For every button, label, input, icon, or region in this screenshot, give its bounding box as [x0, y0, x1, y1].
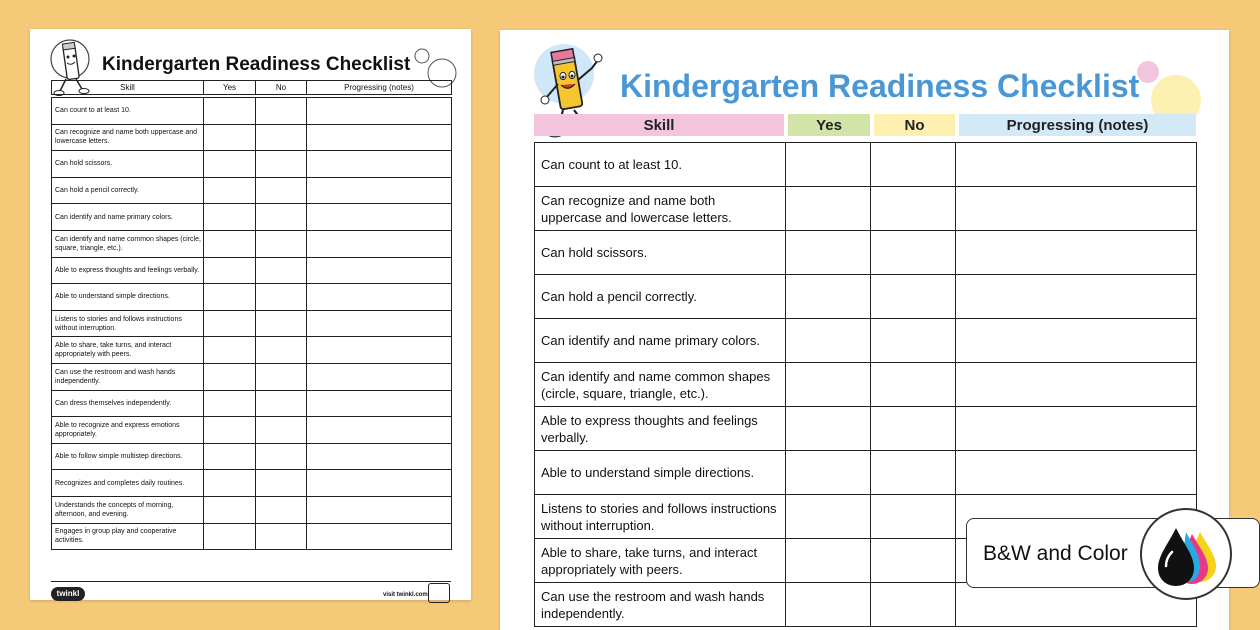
- bw-yes-cell: [204, 443, 256, 470]
- bw-skill-cell: Listens to stories and follows instructions without interruption.: [52, 310, 204, 337]
- yes-cell: [786, 495, 871, 539]
- bw-skill-cell: Can identify and name primary colors.: [52, 204, 204, 231]
- bw-footer-divider: [51, 581, 451, 582]
- skill-cell: Able to share, take turns, and interact appropriately with peers.: [535, 539, 786, 583]
- no-cell: [871, 583, 956, 627]
- bw-yes-cell: [204, 496, 256, 523]
- bw-col-progressing: Progressing (notes): [307, 81, 452, 95]
- bw-no-cell: [256, 470, 307, 497]
- progressing-cell: [956, 275, 1197, 319]
- bw-skill-cell: Engages in group play and cooperative activities.: [52, 523, 204, 550]
- bw-skill-cell: Can recognize and name both uppercase and lowercase letters.: [52, 124, 204, 151]
- bw-progressing-cell: [307, 417, 452, 444]
- bw-no-cell: [256, 98, 307, 125]
- bw-skill-cell: Can count to at least 10.: [52, 98, 204, 125]
- yes-cell: [786, 275, 871, 319]
- bw-progressing-cell: [307, 124, 452, 151]
- bw-no-cell: [256, 177, 307, 204]
- bw-skill-cell: Recognizes and completes daily routines.: [52, 470, 204, 497]
- bw-yes-cell: [204, 230, 256, 257]
- bw-no-cell: [256, 337, 307, 364]
- bw-no-cell: [256, 363, 307, 390]
- progressing-cell: [956, 187, 1197, 231]
- no-cell: [871, 143, 956, 187]
- bw-col-no: No: [256, 81, 307, 95]
- bw-progressing-cell: [307, 151, 452, 178]
- bw-yes-cell: [204, 284, 256, 311]
- bw-yes-cell: [204, 470, 256, 497]
- bw-table-row: [52, 124, 452, 151]
- bw-no-cell: [256, 204, 307, 231]
- bw-skill-cell: Can use the restroom and wash hands independently.: [52, 363, 204, 390]
- skill-cell: Can hold a pencil correctly.: [535, 275, 786, 319]
- bw-no-cell: [256, 417, 307, 444]
- bw-progressing-cell: [307, 284, 452, 311]
- ink-drops-icon: [1142, 510, 1230, 598]
- col-header-no: No: [874, 114, 955, 136]
- bw-skill-cell: Able to understand simple directions.: [52, 284, 204, 311]
- progressing-cell: [956, 231, 1197, 275]
- bw-no-cell: [256, 443, 307, 470]
- progressing-cell: [956, 363, 1197, 407]
- no-cell: [871, 495, 956, 539]
- bw-yes-cell: [204, 151, 256, 178]
- skill-cell: Can identify and name primary colors.: [535, 319, 786, 363]
- bw-table-row: [52, 230, 452, 257]
- bw-no-cell: [256, 257, 307, 284]
- bw-progressing-cell: [307, 390, 452, 417]
- skill-cell: Able to understand simple directions.: [535, 451, 786, 495]
- bw-worksheet-preview: [30, 29, 471, 600]
- table-row: [535, 275, 1197, 319]
- bw-progressing-cell: [307, 98, 452, 125]
- bw-col-skill: Skill: [52, 81, 204, 95]
- bw-table-row: [52, 204, 452, 231]
- bw-table-row: [52, 337, 452, 364]
- bw-progressing-cell: [307, 310, 452, 337]
- yes-cell: [786, 451, 871, 495]
- bw-no-cell: [256, 390, 307, 417]
- bw-yes-cell: [204, 177, 256, 204]
- bw-table-row: [52, 390, 452, 417]
- table-row: [535, 451, 1197, 495]
- table-row: [535, 583, 1197, 627]
- table-row: [535, 231, 1197, 275]
- skill-cell: Can hold scissors.: [535, 231, 786, 275]
- bw-table-row: [52, 151, 452, 178]
- visit-website-text: visit twinkl.com: [383, 592, 428, 598]
- bw-progressing-cell: [307, 443, 452, 470]
- table-row: [535, 319, 1197, 363]
- table-row: [535, 363, 1197, 407]
- bw-yes-cell: [204, 337, 256, 364]
- bw-skill-cell: Can identify and name common shapes (circle, square, triangle, etc.).: [52, 230, 204, 257]
- yes-cell: [786, 143, 871, 187]
- bw-table-row: [52, 496, 452, 523]
- bw-table-row: [52, 310, 452, 337]
- progressing-cell: [956, 407, 1197, 451]
- bw-progressing-cell: [307, 363, 452, 390]
- yes-cell: [786, 187, 871, 231]
- bw-no-cell: [256, 284, 307, 311]
- no-cell: [871, 187, 956, 231]
- bw-skill-cell: Able to follow simple multistep directions.: [52, 443, 204, 470]
- skill-cell: Can identify and name common shapes (circle, square, triangle, etc.).: [535, 363, 786, 407]
- bw-no-cell: [256, 151, 307, 178]
- col-header-yes: Yes: [788, 114, 870, 136]
- bw-yes-cell: [204, 417, 256, 444]
- progressing-cell: [956, 143, 1197, 187]
- bw-no-cell: [256, 124, 307, 151]
- bw-progressing-cell: [307, 257, 452, 284]
- bw-yes-cell: [204, 124, 256, 151]
- bw-progressing-cell: [307, 177, 452, 204]
- bw-skill-cell: Able to recognize and express emotions appropriately.: [52, 417, 204, 444]
- bw-progressing-cell: [307, 523, 452, 550]
- yes-cell: [786, 231, 871, 275]
- bw-col-yes: Yes: [204, 81, 256, 95]
- col-header-skill: Skill: [534, 114, 784, 136]
- bw-progressing-cell: [307, 470, 452, 497]
- bw-skill-cell: Able to express thoughts and feelings verbally.: [52, 257, 204, 284]
- yes-cell: [786, 407, 871, 451]
- bw-skill-cell: Can hold scissors.: [52, 151, 204, 178]
- bw-table-row: [52, 363, 452, 390]
- table-row: [535, 407, 1197, 451]
- bw-progressing-cell: [307, 337, 452, 364]
- col-header-progressing: Progressing (notes): [959, 114, 1196, 136]
- bw-yes-cell: [204, 523, 256, 550]
- bw-progressing-cell: [307, 496, 452, 523]
- bw-skill-cell: Can hold a pencil correctly.: [52, 177, 204, 204]
- yes-cell: [786, 363, 871, 407]
- bw-progressing-cell: [307, 230, 452, 257]
- bw-progressing-cell: [307, 204, 452, 231]
- variant-label: B&W and Color: [983, 542, 1128, 565]
- bw-no-cell: [256, 523, 307, 550]
- page-title: Kindergarten Readiness Checklist: [620, 68, 1140, 104]
- skill-cell: Can count to at least 10.: [535, 143, 786, 187]
- bw-yes-cell: [204, 390, 256, 417]
- skill-cell: Able to express thoughts and feelings verbally.: [535, 407, 786, 451]
- bw-skill-cell: Understands the concepts of morning, afternoon, and evening.: [52, 496, 204, 523]
- no-cell: [871, 231, 956, 275]
- progressing-cell: [956, 319, 1197, 363]
- no-cell: [871, 451, 956, 495]
- bw-no-cell: [256, 230, 307, 257]
- bw-page-title: Kindergarten Readiness Checklist: [102, 54, 411, 75]
- bw-skill-cell: Can dress themselves independently.: [52, 390, 204, 417]
- bw-yes-cell: [204, 363, 256, 390]
- table-row: [535, 187, 1197, 231]
- no-cell: [871, 319, 956, 363]
- yes-cell: [786, 539, 871, 583]
- no-cell: [871, 363, 956, 407]
- bw-table-row: [52, 443, 452, 470]
- yes-cell: [786, 319, 871, 363]
- no-cell: [871, 275, 956, 319]
- bw-table-row: [52, 257, 452, 284]
- bw-no-cell: [256, 310, 307, 337]
- no-cell: [871, 539, 956, 583]
- no-cell: [871, 407, 956, 451]
- bw-checklist-table: [51, 80, 452, 550]
- bw-table-row: [52, 284, 452, 311]
- bw-skill-cell: Able to share, take turns, and interact appropriately with peers.: [52, 337, 204, 364]
- bw-yes-cell: [204, 310, 256, 337]
- ink-drops-circle: [1140, 508, 1232, 600]
- skill-cell: Can recognize and name both uppercase and lowercase letters.: [535, 187, 786, 231]
- progressing-cell: [956, 451, 1197, 495]
- quality-badge-icon: [428, 583, 450, 603]
- skill-cell: Listens to stories and follows instructions without interruption.: [535, 495, 786, 539]
- bw-table-row: [52, 523, 452, 550]
- bw-table-row: [52, 417, 452, 444]
- bw-table-row: [52, 98, 452, 125]
- bw-yes-cell: [204, 98, 256, 125]
- yes-cell: [786, 583, 871, 627]
- bw-yes-cell: [204, 204, 256, 231]
- bw-header-row: [52, 81, 452, 95]
- bw-table-row: [52, 177, 452, 204]
- bw-table-row: [52, 470, 452, 497]
- skill-cell: Can use the restroom and wash hands independently.: [535, 583, 786, 627]
- table-row: [535, 143, 1197, 187]
- bw-yes-cell: [204, 257, 256, 284]
- bw-no-cell: [256, 496, 307, 523]
- twinkl-logo: twinkl: [51, 587, 85, 601]
